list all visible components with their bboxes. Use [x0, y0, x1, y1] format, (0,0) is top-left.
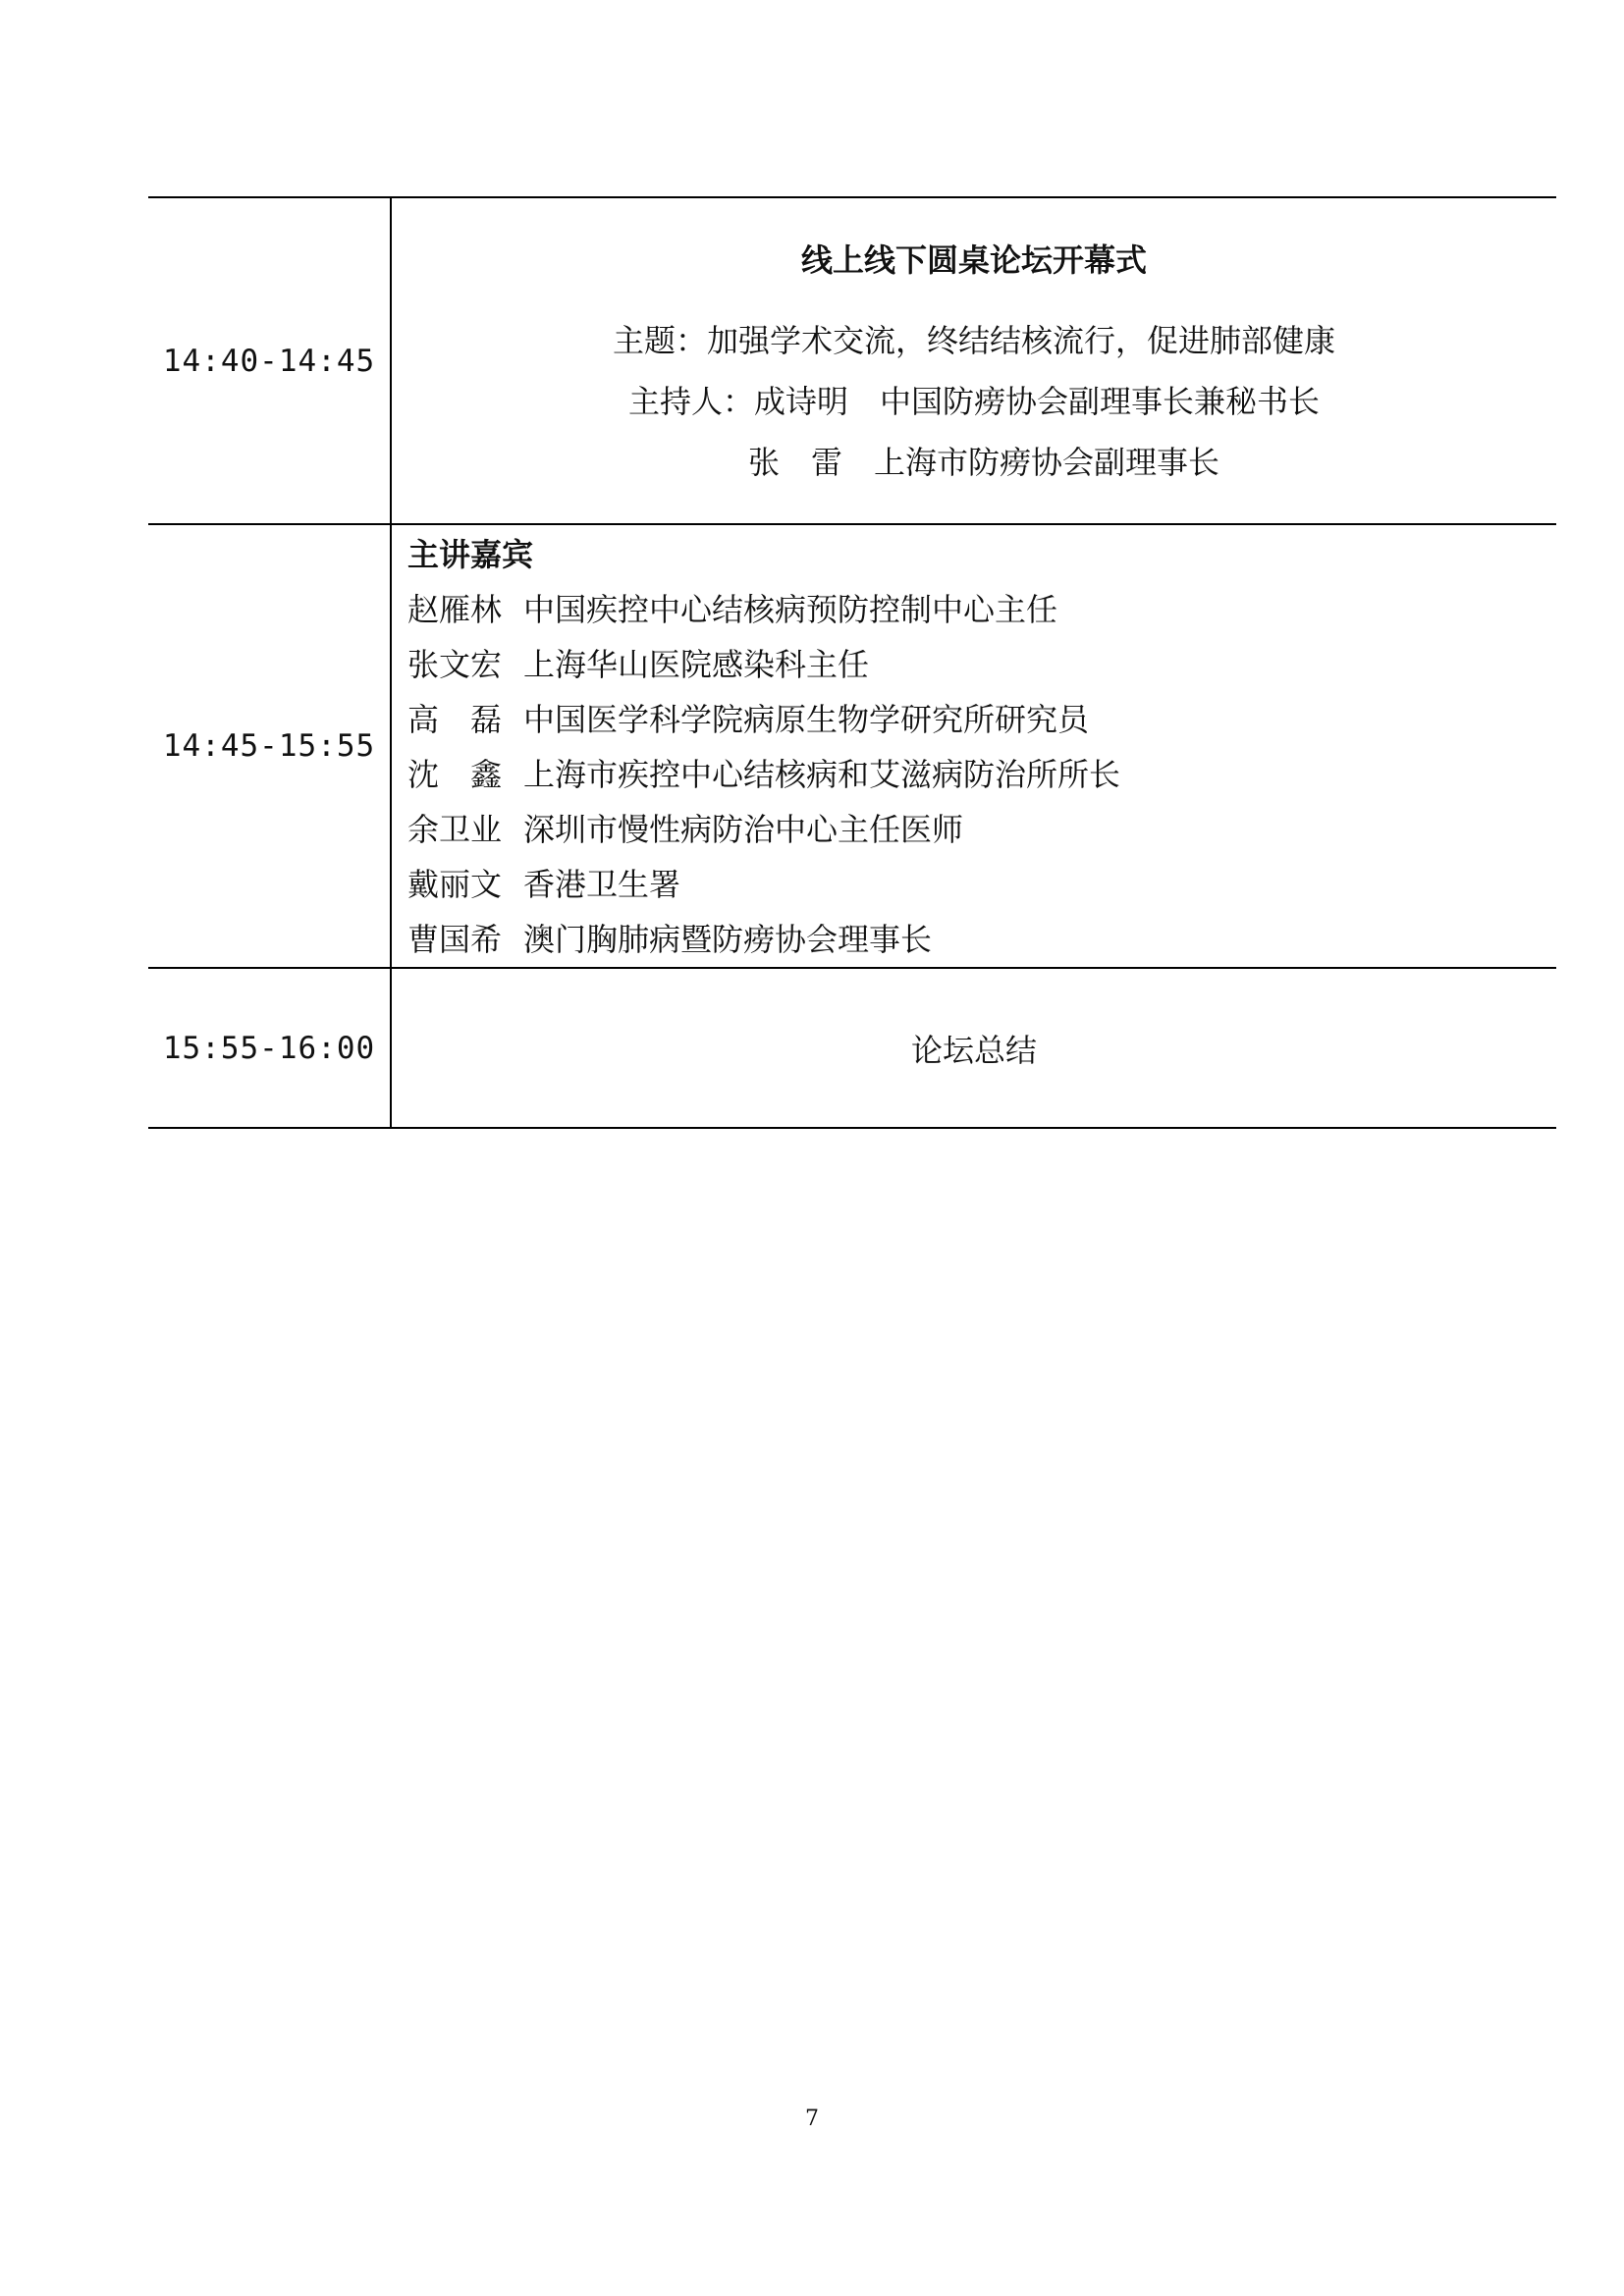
speaker-title: 中国医学科学院病原生物学研究所研究员	[523, 701, 1090, 738]
speaker-name: 沈 鑫	[407, 756, 503, 793]
speaker-entry	[407, 692, 1556, 747]
speaker-entry	[407, 802, 1556, 857]
summary-cell: 论坛总结	[391, 968, 1556, 1128]
opening-title: 线上线下圆桌论坛开幕式	[800, 240, 1147, 279]
speaker-name: 高 磊	[407, 701, 503, 738]
speaker-title: 上海市疾控中心结核病和艾滋病防治所所长	[523, 756, 1121, 793]
speaker-title: 深圳市慢性病防治中心主任医师	[523, 811, 964, 848]
speaker-title: 上海华山医院感染科主任	[523, 646, 870, 683]
speaker-title: 澳门胸肺病暨防痨协会理事长	[523, 921, 933, 958]
time-cell: 14:40-14:45	[148, 197, 391, 524]
speakers-heading: 主讲嘉宾	[407, 536, 534, 573]
opening-cell	[391, 197, 1556, 524]
speaker-name: 赵雁林	[407, 591, 503, 628]
speaker-entry	[407, 582, 1556, 637]
time-cell: 15:55-16:00	[148, 968, 391, 1128]
time-cell: 14:45-15:55	[148, 524, 391, 968]
opening-host-2: 张 雷 上海市防痨协会副理事长	[747, 443, 1219, 481]
opening-theme: 主题：加强学术交流，终结结核流行，促进肺部健康	[612, 321, 1335, 359]
schedule-row-opening	[148, 197, 1556, 524]
speaker-name: 戴丽文	[407, 866, 503, 903]
speaker-entry	[407, 857, 1556, 912]
schedule-table	[148, 196, 1556, 1129]
opening-host-1: 主持人：成诗明 中国防痨协会副理事长兼秘书长	[627, 382, 1320, 420]
schedule-row-speakers	[148, 524, 1556, 968]
schedule-row-summary	[148, 968, 1556, 1128]
speaker-entry	[407, 912, 1556, 967]
speakers-cell	[391, 524, 1556, 968]
speaker-name: 曹国希	[407, 921, 503, 958]
speaker-title: 中国疾控中心结核病预防控制中心主任	[523, 591, 1058, 628]
speaker-name: 余卫业	[407, 811, 503, 848]
speaker-entry	[407, 637, 1556, 692]
speaker-title: 香港卫生署	[523, 866, 681, 903]
page-number: 7	[805, 2107, 819, 2131]
speaker-name: 张文宏	[407, 646, 503, 683]
speaker-entry	[407, 747, 1556, 802]
